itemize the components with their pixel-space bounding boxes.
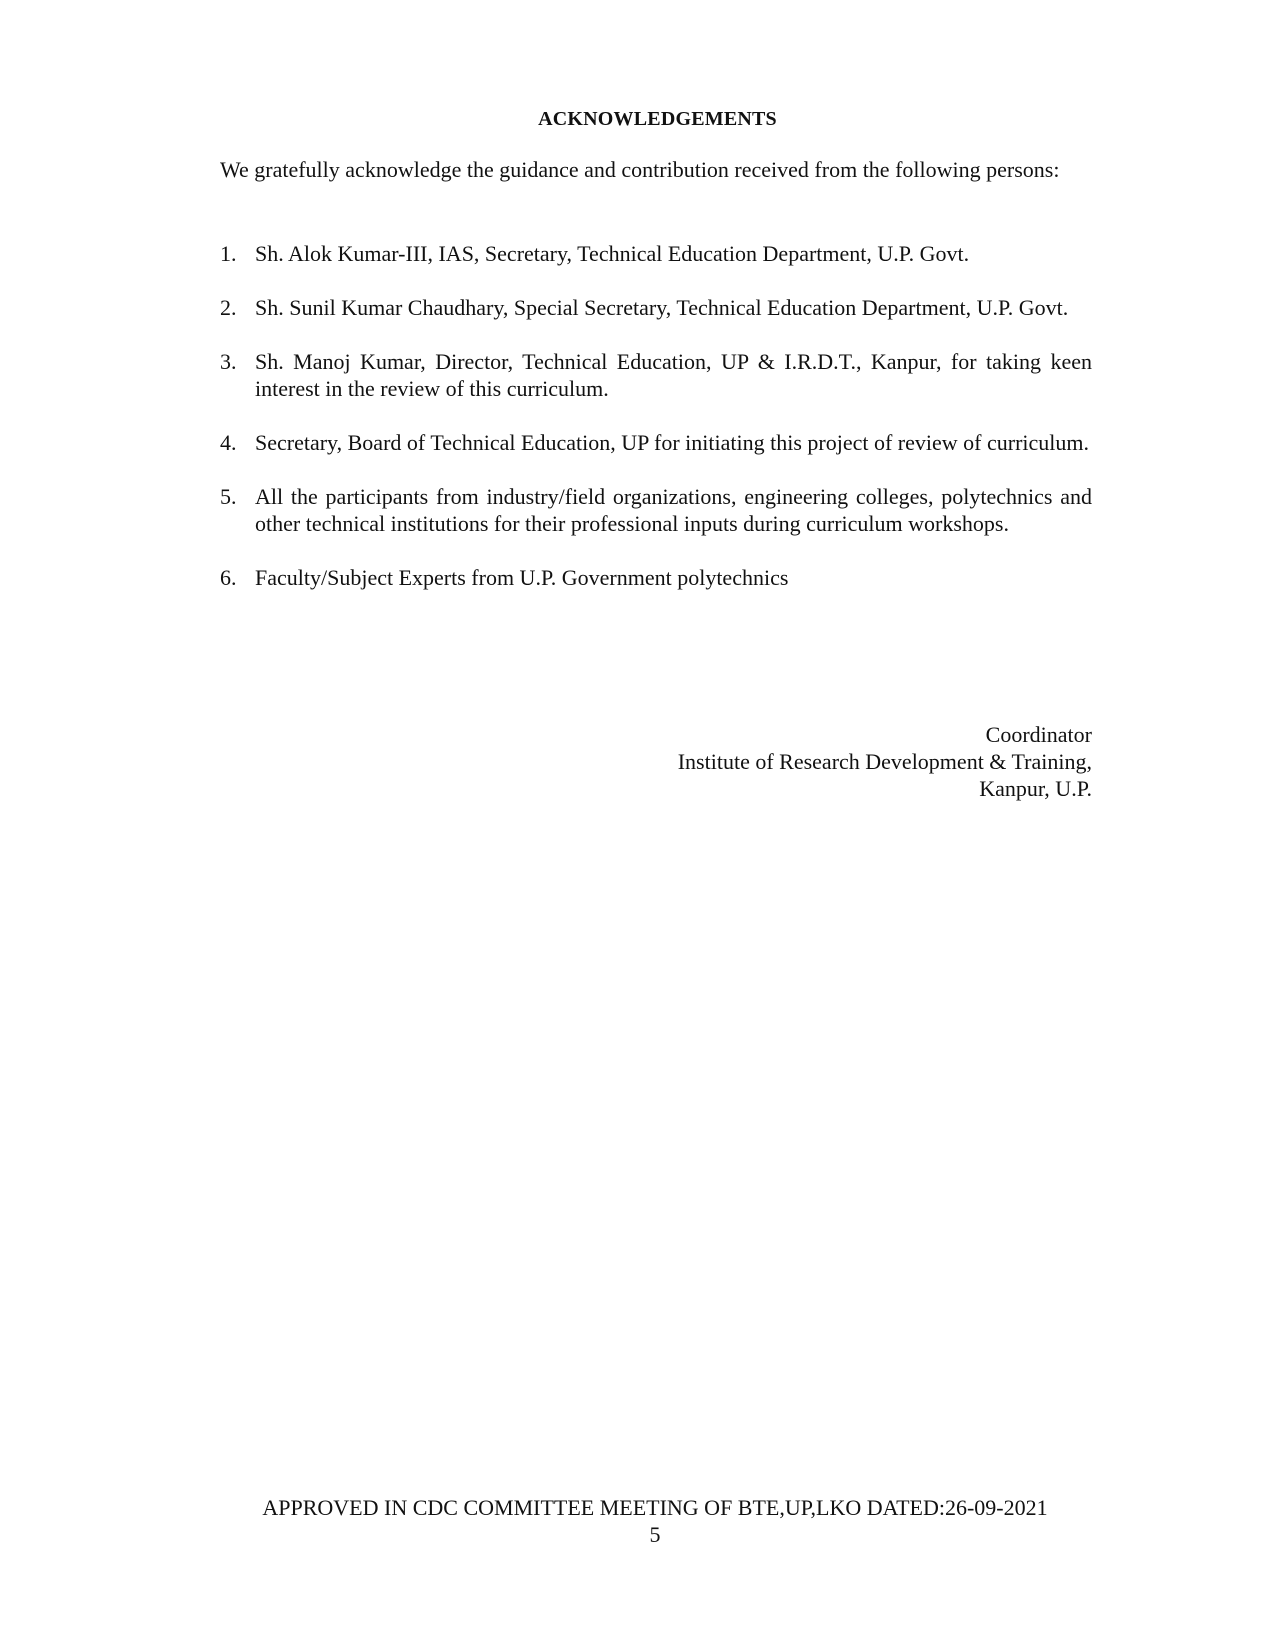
signature-location: Kanpur, U.P. xyxy=(979,776,1092,801)
list-item-text: Secretary, Board of Technical Education, UP for initiating this project of review of curriculum. xyxy=(255,430,1089,455)
signature-title: Coordinator xyxy=(985,722,1092,747)
list-item-text: Sh. Sunil Kumar Chaudhary, Special Secretary, Technical Education Department, U.P. Govt. xyxy=(255,295,1069,320)
list-item-text: All the participants from industry/field organizations, engineering colleges, polytechnics and other technical institutions for their professional inputs during curriculum workshops. xyxy=(255,484,1092,536)
list-item-number: 5. xyxy=(220,484,237,509)
list-item-text: Sh. Alok Kumar-III, IAS, Secretary, Technical Education Department, U.P. Govt. xyxy=(255,241,970,266)
acknowledgement-list xyxy=(220,240,1092,618)
list-item-text: Faculty/Subject Experts from U.P. Government polytechnics xyxy=(255,565,789,590)
list-item-number: 4. xyxy=(220,430,237,455)
list-item-number: 6. xyxy=(220,565,237,590)
signature-block xyxy=(678,721,1092,802)
page-footer xyxy=(0,1494,1275,1548)
list-item xyxy=(220,564,1092,591)
list-item xyxy=(220,294,1092,321)
list-item xyxy=(220,429,1092,456)
list-item-number: 3. xyxy=(220,349,237,374)
list-item-number: 1. xyxy=(220,241,237,266)
list-item xyxy=(220,348,1092,402)
list-item-number: 2. xyxy=(220,295,237,320)
list-item xyxy=(220,240,1092,267)
intro-paragraph: We gratefully acknowledge the guidance and contribution received from the following persons: xyxy=(220,157,1060,182)
page-title: ACKNOWLEDGEMENTS xyxy=(538,108,777,130)
page-number: 5 xyxy=(649,1522,661,1547)
list-item xyxy=(220,483,1092,537)
list-item-text: Sh. Manoj Kumar, Director, Technical Education, UP & I.R.D.T., Kanpur, for taking keen interest in the review of this curriculum. xyxy=(255,349,1092,401)
signature-institute: Institute of Research Development & Training, xyxy=(677,749,1092,774)
approval-note: APPROVED IN CDC COMMITTEE MEETING OF BTE,UP,LKO DATED:26-09-2021 xyxy=(262,1495,1048,1520)
